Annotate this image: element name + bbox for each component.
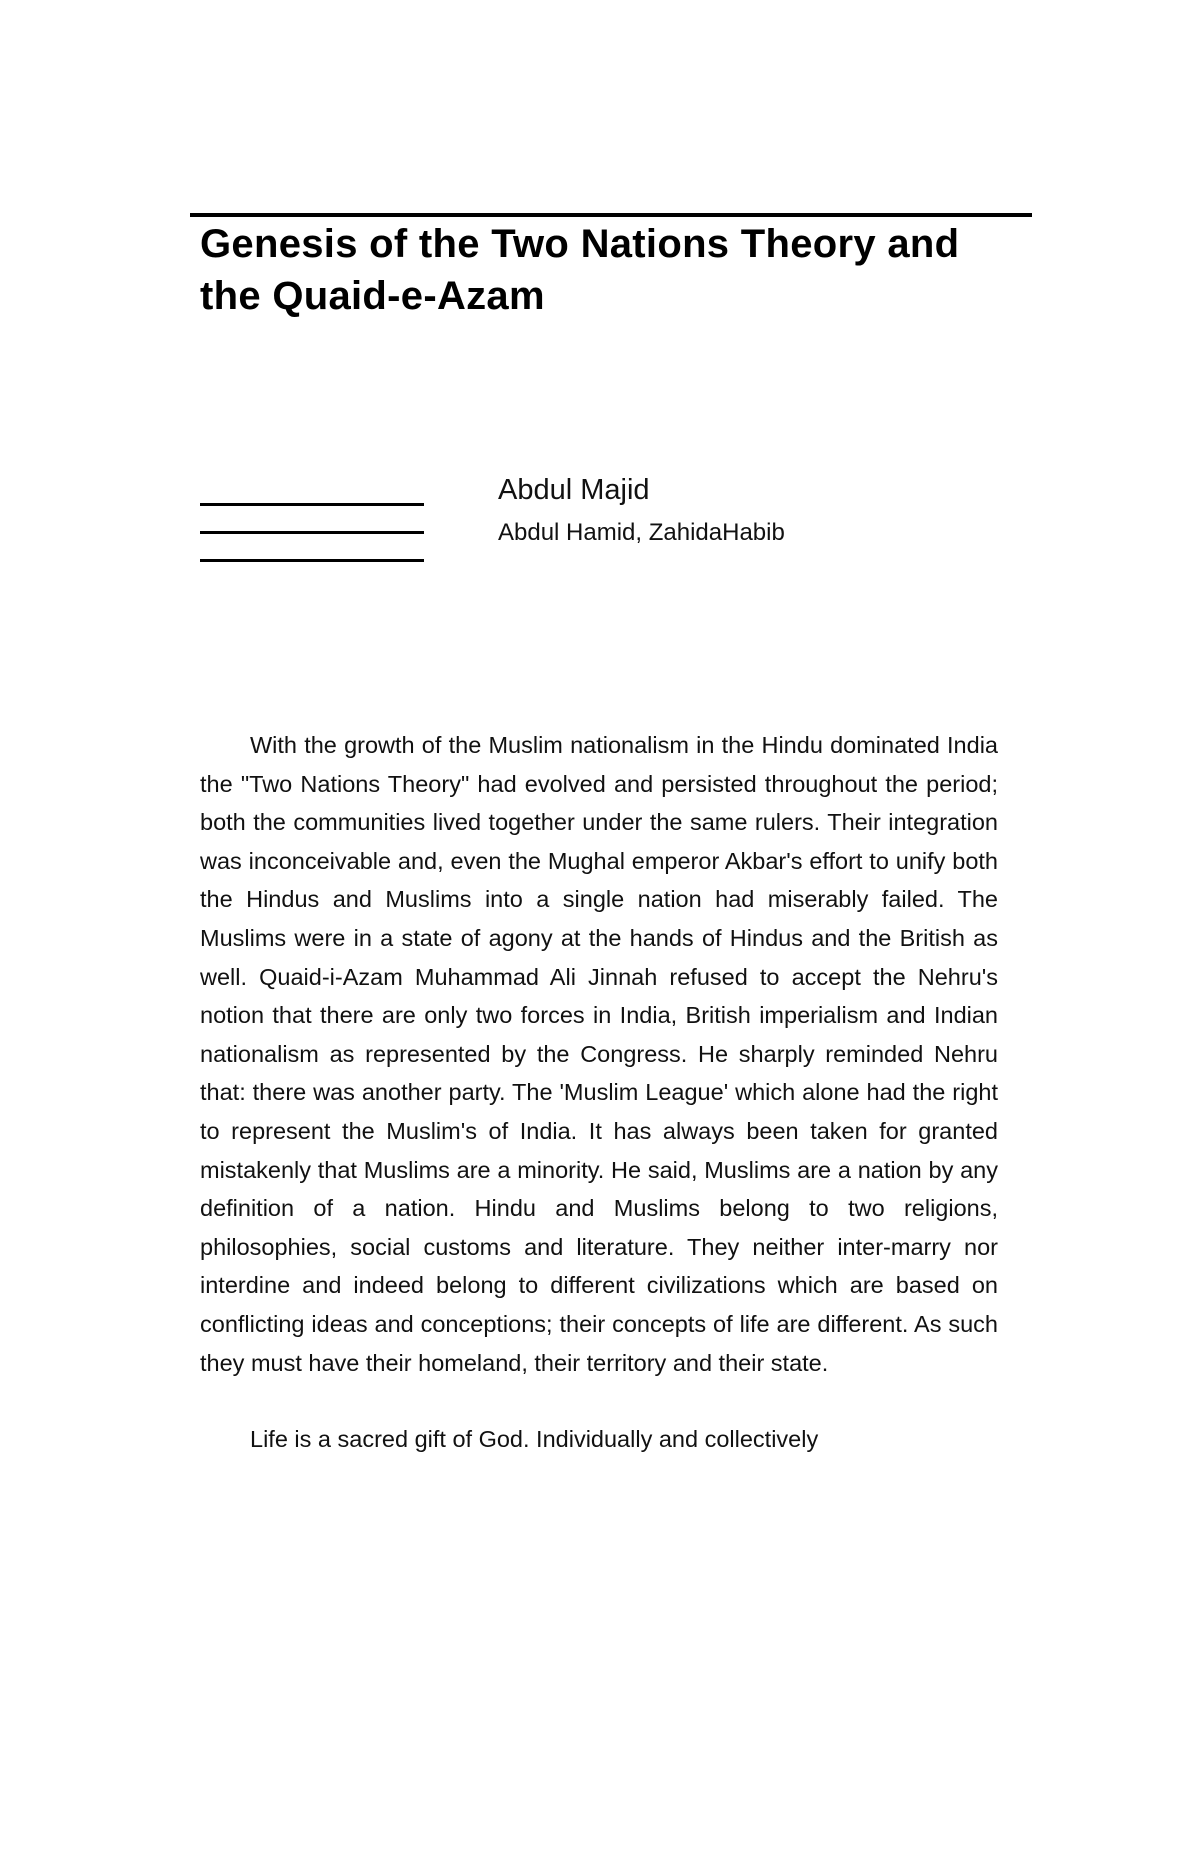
primary-author: Abdul Majid: [498, 474, 650, 506]
title-top-rule: [190, 213, 1032, 217]
body-paragraph-2: Life is a sacred gift of God. Individually and collectively: [250, 1426, 819, 1453]
author-rule-3: [200, 559, 424, 562]
author-rule-1: [200, 503, 424, 506]
co-authors: Abdul Hamid, ZahidaHabib: [498, 519, 785, 546]
author-rule-2: [200, 531, 424, 534]
author-block: [498, 470, 785, 552]
author-decorative-rules: [200, 503, 424, 587]
article-body: [200, 726, 998, 1459]
article-title: Genesis of the Two Nations Theory and the Quaid-e-Azam: [200, 222, 960, 318]
body-paragraph-1: With the growth of the Muslim nationalism in the Hindu dominated India the "Two Nations Theory" had evolved and persisted throughout the period; both the communities lived together under the same rulers. Their integration was inconceivable and, even the Mughal emperor Akbar's effort to unify both the Hindus and Muslims into a single nation had miserably failed. The Muslims were in a state of agony at the hands of Hindus and the British as well. Quaid-i-Azam Muhammad Ali Jinnah refused to accept the Nehru's notion that there are only two forces in India, British imperialism and Indian nationalism as represented by the Congress. He sharply reminded Nehru that: there was another party. The 'Muslim League' which alone had the right to represent the Muslim's of India. It has always been taken for granted mistakenly that Muslims are a minority. He said, Muslims are a nation by any definition of a nation. Hindu and Muslims belong to two religions, philosophies, social customs and literature. They neither inter-marry nor interdine and indeed belong to different civilizations which are based on conflicting ideas and conceptions; their concepts of life are different. As such they must have their homeland, their territory and their state.: [200, 732, 998, 1376]
